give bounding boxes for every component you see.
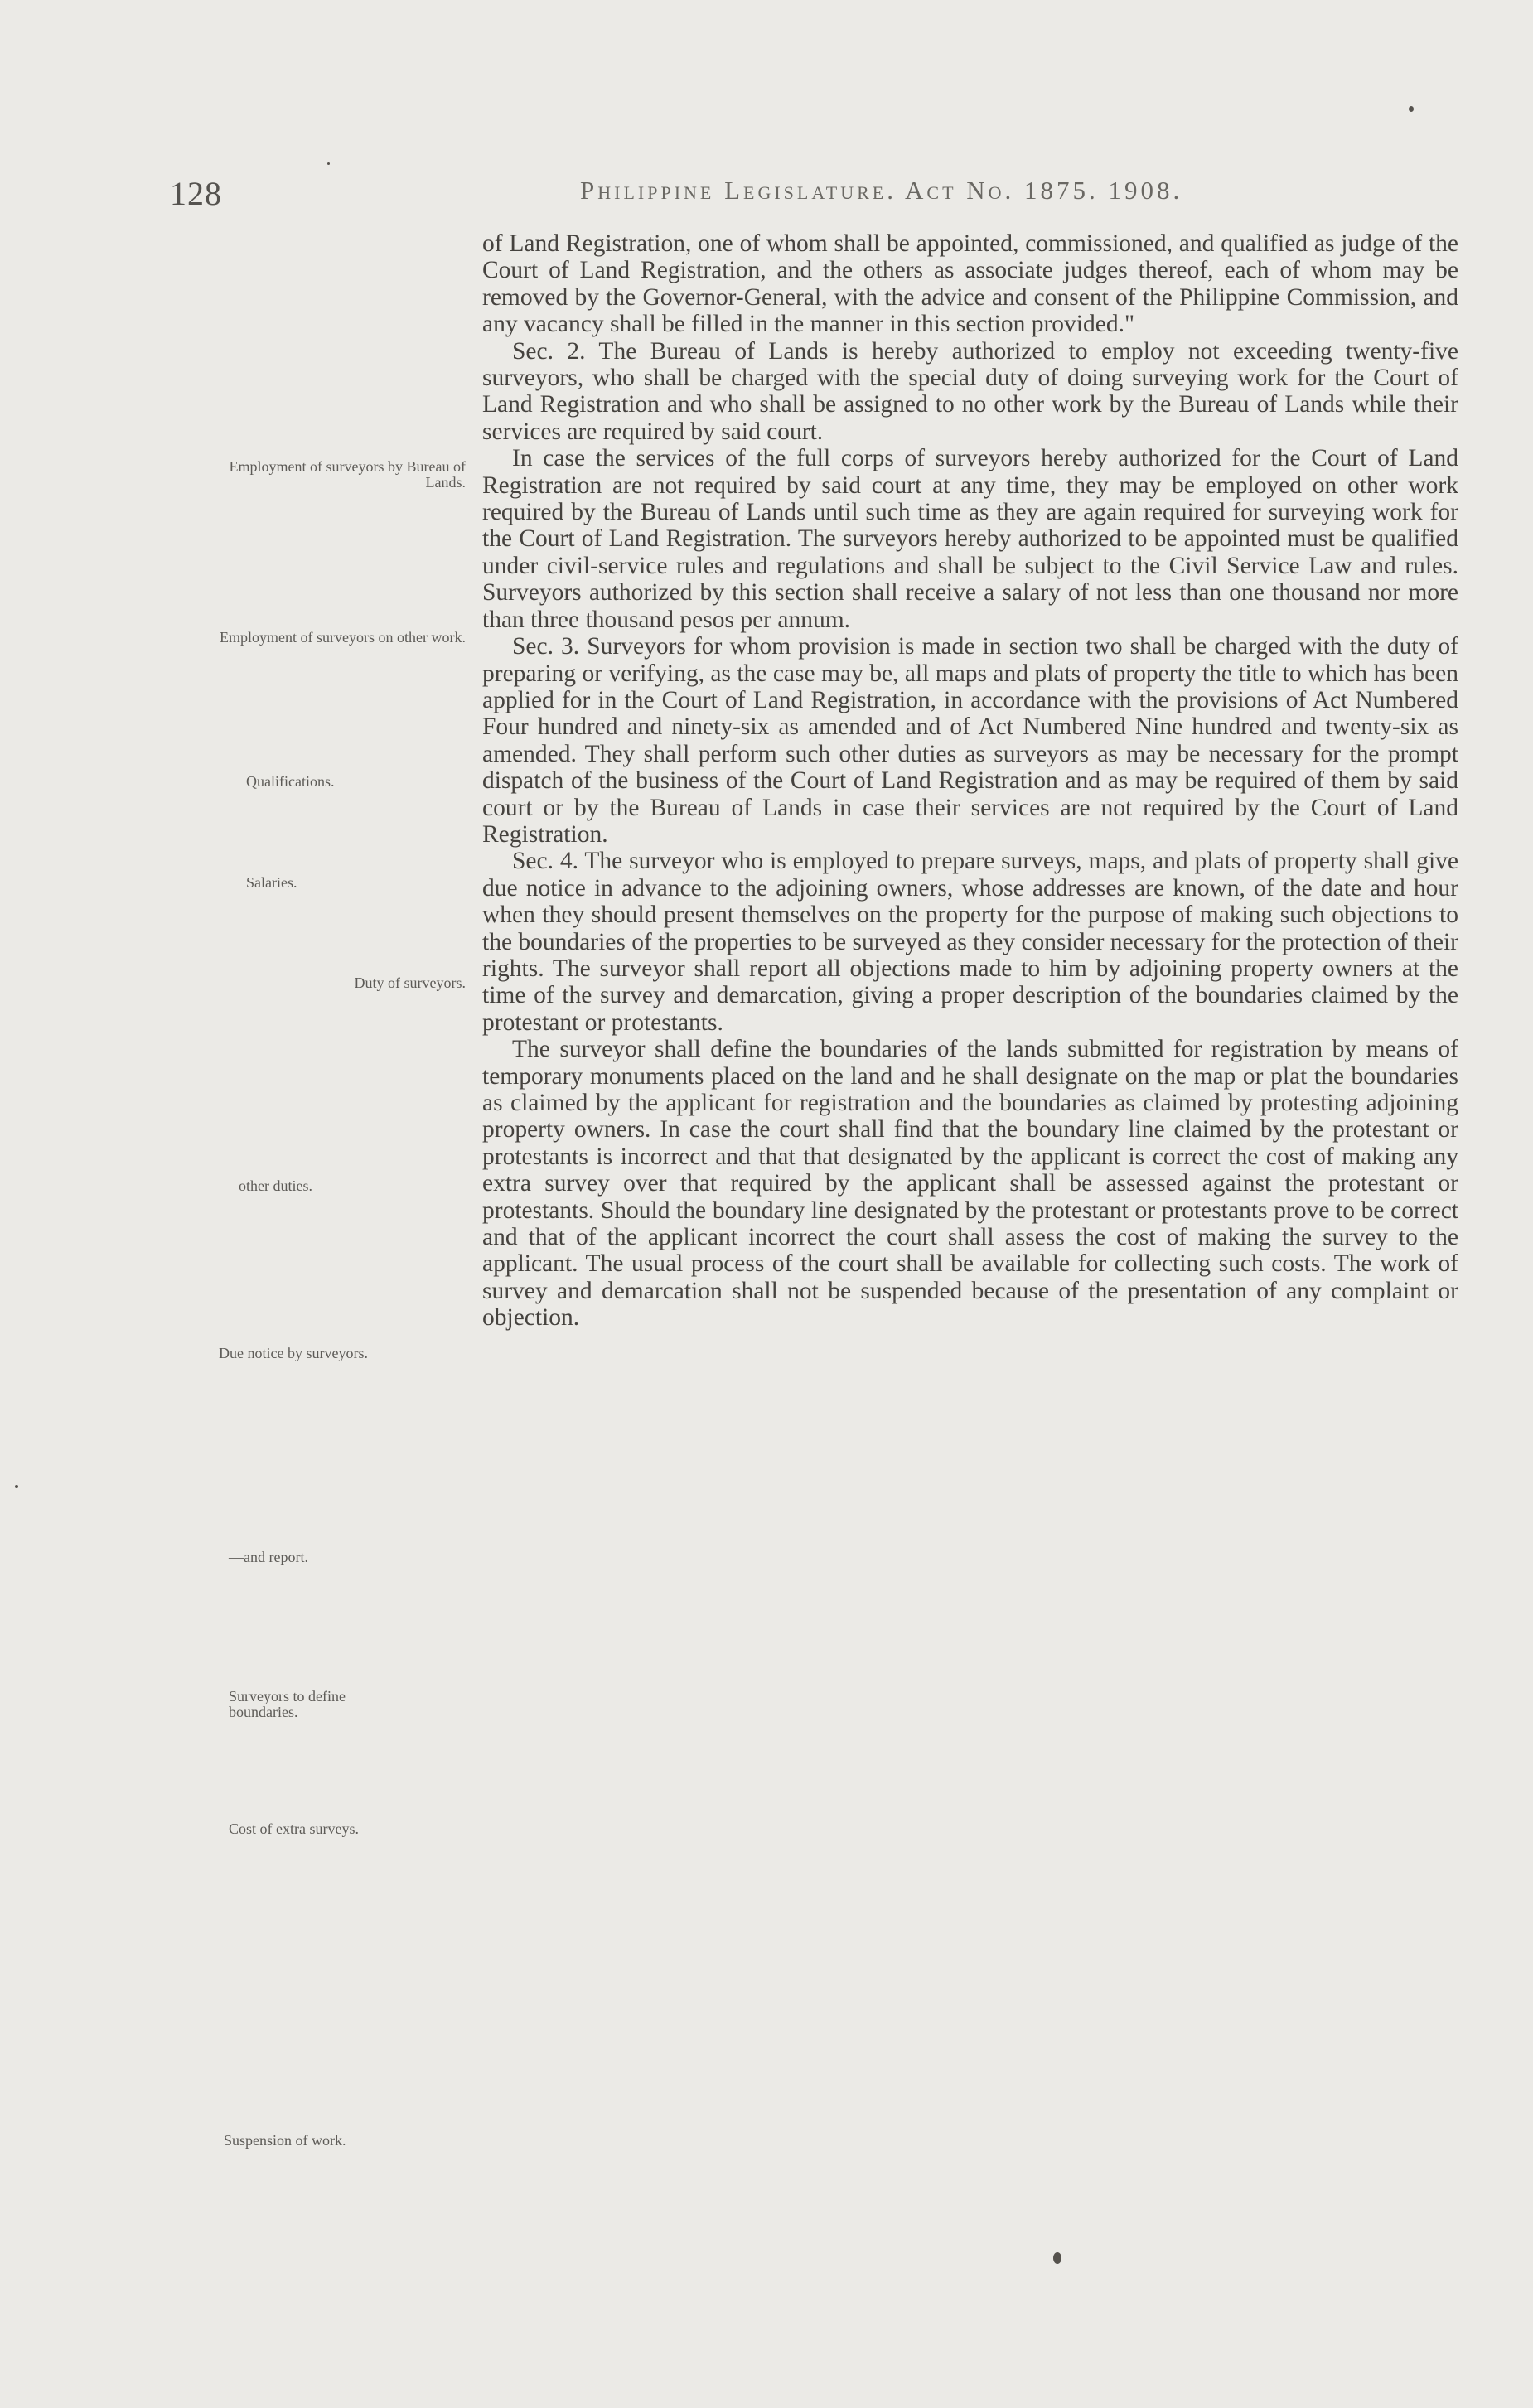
margin-note-salaries: Salaries. bbox=[246, 874, 297, 891]
page-number: 128 bbox=[170, 175, 222, 212]
scan-speck bbox=[1409, 106, 1414, 112]
scan-speck bbox=[15, 1485, 18, 1488]
paragraph-sec-3: Sec. 3. Surveyors for whom provision is made in section two shall be charged with the duty of preparing or verifying, as the case may be, all maps and plats of property the title to which has been applied for in the Court of Land Registration, in accordance with the provisions of Act Numbered Four hundred and ninety-six as amended and of Act Numbered Nine hundred and twenty-six as amended. They shall perform such other duties as surveyors as may be necessary for the prompt dispatch of the business of the Court of Land Registration and as may be required of them by said court or by the Bureau of Lands in case their services are not required by the Court of Land Registration. bbox=[482, 633, 1458, 848]
paragraph-sec-2: Sec. 2. The Bureau of Lands is hereby authorized to employ not exceeding twenty-five surveyors, who shall be charged with the special duty of doing surveying work for the Court of Land Registration and who shall be assigned to no other work by the Bureau of Lands while their services are required by said court. bbox=[482, 337, 1458, 445]
margin-note-cost-extra: Cost of extra surveys. bbox=[229, 1821, 359, 1837]
scan-speck bbox=[327, 162, 330, 165]
paragraph-boundaries: The surveyor shall define the boundaries of the lands submitted for registration by means of temporary monuments placed on the land and he shall designate on the map or plat the boundaries as claimed by the applicant for registration and the boundaries as claimed by protesting adjoining property owners. In case the court shall find that the boundary line claimed by the protestant or protestants is incorrect and that that designated by the applicant is correct the cost of making any extra survey over that required by the applicant shall be assessed against the protestant or protestants. Should the boundary line designated by the protestant or protestants prove to be correct and that of the applicant incorrect the court shall assess the cost of making the survey to the applicant. The usual process of the court shall be available for collecting such costs. The work of survey and demarcation shall not be suspended because of the presentation of any complaint or objection. bbox=[482, 1036, 1458, 1332]
running-head: Philippine Legislature. Act No. 1875. 1908. bbox=[580, 176, 1183, 205]
paragraph-other-work: In case the services of the full corps of surveyors hereby authorized for the Court of Land Registration are not required by said court at any time, they may be employed on other work required by the Bureau of Lands until such time as they are again required for surveying work for the Court of Land Registration. The surveyors hereby authorized to be appointed must be qualified under civil-service rules and regulations and shall be subject to the Civil Service Law and rules. Surveyors authorized by this section shall receive a salary of not less than one thousand nor more than three thousand pesos per annum. bbox=[482, 445, 1458, 633]
margin-note-employment-bureau: Employment of surveyors by Bureau of Lands. bbox=[229, 458, 466, 491]
paragraph-continuation: of Land Registration, one of whom shall be appointed, commissioned, and qualified as judge of the Court of Land Registration, and the others as associate judges thereof, each of whom may be removed by the Governor-General, with the advice and consent of the Philippine Commission, and any vacancy shall be filled in the manner in this section provided." bbox=[482, 230, 1458, 338]
margin-note-due-notice: Due notice by surveyors. bbox=[219, 1345, 368, 1361]
margin-note-define-boundaries: Surveyors to define boundaries. bbox=[229, 1688, 346, 1720]
body-text bbox=[482, 230, 1458, 1332]
margin-note-other-duties: —other duties. bbox=[224, 1177, 312, 1194]
margin-note-duty: Duty of surveyors. bbox=[354, 974, 466, 991]
margin-note-suspension: Suspension of work. bbox=[224, 2132, 346, 2149]
margin-note-qualifications: Qualifications. bbox=[246, 773, 335, 790]
margin-note-and-report: —and report. bbox=[229, 1549, 308, 1565]
paragraph-sec-4: Sec. 4. The surveyor who is employed to prepare surveys, maps, and plats of property shall give due notice in advance to the adjoining owners, whose addresses are known, of the date and hour when they should present themselves on the property for the purpose of making such objections to the boundaries of the properties to be surveyed as they consider necessary for the protection of their rights. The surveyor shall report all objections made to him by adjoining property owners at the time of the survey and demarcation, giving a proper description of the boundaries claimed by the protestant or protestants. bbox=[482, 848, 1458, 1036]
margin-note-employment-other: Employment of surveyors on other work. bbox=[220, 629, 466, 646]
scan-speck bbox=[1053, 2252, 1061, 2264]
